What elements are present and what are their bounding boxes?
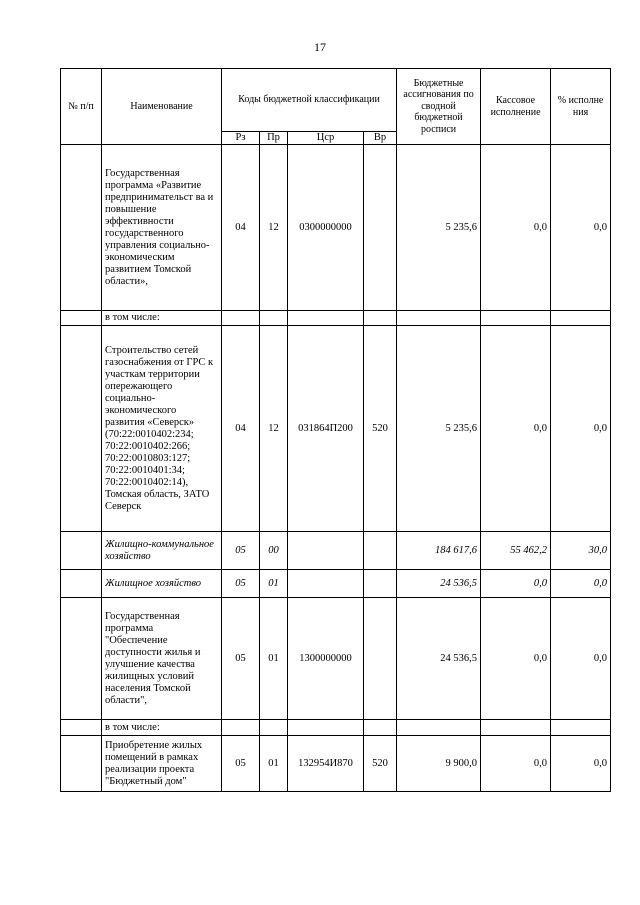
row-num-cell <box>61 532 102 570</box>
row-pr-cell: 00 <box>260 532 288 570</box>
row-rz-cell: 04 <box>222 326 260 532</box>
col-percent-header: % исполне ния <box>551 69 611 145</box>
row-csr-cell: 0300000000 <box>288 145 364 311</box>
row-pr-cell: 01 <box>260 736 288 792</box>
row-vr-cell <box>364 598 397 720</box>
table-row <box>61 598 611 720</box>
row-percent-cell: 30,0 <box>551 532 611 570</box>
row-vr-cell <box>364 145 397 311</box>
row-csr-cell <box>288 311 364 326</box>
row-csr-cell: 031864П200 <box>288 326 364 532</box>
row-cash-cell: 55 462,2 <box>481 532 551 570</box>
row-budget-cell: 24 536,5 <box>397 570 481 598</box>
row-pr-cell: 01 <box>260 570 288 598</box>
row-percent-cell: 0,0 <box>551 598 611 720</box>
row-name-cell: Строительство сетей газоснабжения от ГРС к участкам территории опережающего социально-экономического развития «Северск» (70:22:0010402:234; 70:22:0010402:266; 70:22:0010803:127; 70:22:0010401:34; 70:22:0010402:14), Томская область, ЗАТО Северск <box>102 326 222 532</box>
row-cash-cell: 0,0 <box>481 736 551 792</box>
row-csr-cell: 132954И870 <box>288 736 364 792</box>
row-csr-cell <box>288 570 364 598</box>
row-percent-cell: 0,0 <box>551 570 611 598</box>
row-rz-cell: 05 <box>222 598 260 720</box>
sub-vr-header: Вр <box>364 132 397 145</box>
row-budget-cell: 24 536,5 <box>397 598 481 720</box>
table-row <box>61 532 611 570</box>
row-percent-cell <box>551 311 611 326</box>
row-num-cell <box>61 570 102 598</box>
row-num-cell <box>61 736 102 792</box>
row-cash-cell: 0,0 <box>481 598 551 720</box>
row-cash-cell: 0,0 <box>481 570 551 598</box>
row-cash-cell: 0,0 <box>481 145 551 311</box>
table-row <box>61 311 611 326</box>
sub-csr-header: Цср <box>288 132 364 145</box>
row-budget-cell: 5 235,6 <box>397 326 481 532</box>
table-row <box>61 570 611 598</box>
row-name-cell: Жилищно-коммунальное хозяйство <box>102 532 222 570</box>
row-budget-cell <box>397 720 481 736</box>
row-pr-cell: 01 <box>260 598 288 720</box>
row-num-cell <box>61 598 102 720</box>
row-pr-cell <box>260 720 288 736</box>
col-cash-header: Кассовое исполнение <box>481 69 551 145</box>
row-num-cell <box>61 326 102 532</box>
row-vr-cell <box>364 570 397 598</box>
col-num-header: № п/п <box>61 69 102 145</box>
row-csr-cell: 1300000000 <box>288 598 364 720</box>
row-name-cell: в том числе: <box>102 311 222 326</box>
row-name-cell: Приобретение жилых помещений в рамках реализации проекта "Бюджетный дом" <box>102 736 222 792</box>
row-rz-cell <box>222 311 260 326</box>
row-budget-cell <box>397 311 481 326</box>
row-budget-cell: 9 900,0 <box>397 736 481 792</box>
row-csr-cell <box>288 720 364 736</box>
row-rz-cell: 05 <box>222 570 260 598</box>
row-vr-cell <box>364 532 397 570</box>
row-vr-cell: 520 <box>364 736 397 792</box>
row-name-cell: в том числе: <box>102 720 222 736</box>
row-num-cell <box>61 311 102 326</box>
row-name-cell: Жилищное хозяйство <box>102 570 222 598</box>
row-rz-cell: 05 <box>222 736 260 792</box>
row-vr-cell: 520 <box>364 326 397 532</box>
row-name-cell: Государственная программа «Развитие предпринимательст ва и повышение эффективности государственного управления социально-экономическим развитием Томской области», <box>102 145 222 311</box>
row-percent-cell: 0,0 <box>551 326 611 532</box>
row-percent-cell <box>551 720 611 736</box>
row-num-cell <box>61 720 102 736</box>
table-row <box>61 145 611 311</box>
row-budget-cell: 5 235,6 <box>397 145 481 311</box>
row-cash-cell: 0,0 <box>481 326 551 532</box>
row-percent-cell: 0,0 <box>551 736 611 792</box>
row-pr-cell: 12 <box>260 145 288 311</box>
row-rz-cell: 04 <box>222 145 260 311</box>
col-codes-header: Коды бюджетной классификации <box>222 69 397 132</box>
col-budget-header: Бюджетные ассигнования по сводной бюджетной росписи <box>397 69 481 145</box>
table-row <box>61 720 611 736</box>
row-percent-cell: 0,0 <box>551 145 611 311</box>
row-cash-cell <box>481 720 551 736</box>
row-pr-cell: 12 <box>260 326 288 532</box>
row-rz-cell <box>222 720 260 736</box>
header-row <box>61 69 611 132</box>
col-name-header: Наименование <box>102 69 222 145</box>
table-row <box>61 326 611 532</box>
row-vr-cell <box>364 311 397 326</box>
row-pr-cell <box>260 311 288 326</box>
row-vr-cell <box>364 720 397 736</box>
sub-pr-header: Пр <box>260 132 288 145</box>
row-rz-cell: 05 <box>222 532 260 570</box>
table-row <box>61 736 611 792</box>
row-num-cell <box>61 145 102 311</box>
row-name-cell: Государственная программа "Обеспечение доступности жилья и улучшение качества жилищных условий населения Томской области", <box>102 598 222 720</box>
budget-table <box>60 68 611 792</box>
sub-rz-header: Рз <box>222 132 260 145</box>
row-csr-cell <box>288 532 364 570</box>
row-budget-cell: 184 617,6 <box>397 532 481 570</box>
page-number: 17 <box>314 40 326 54</box>
row-cash-cell <box>481 311 551 326</box>
